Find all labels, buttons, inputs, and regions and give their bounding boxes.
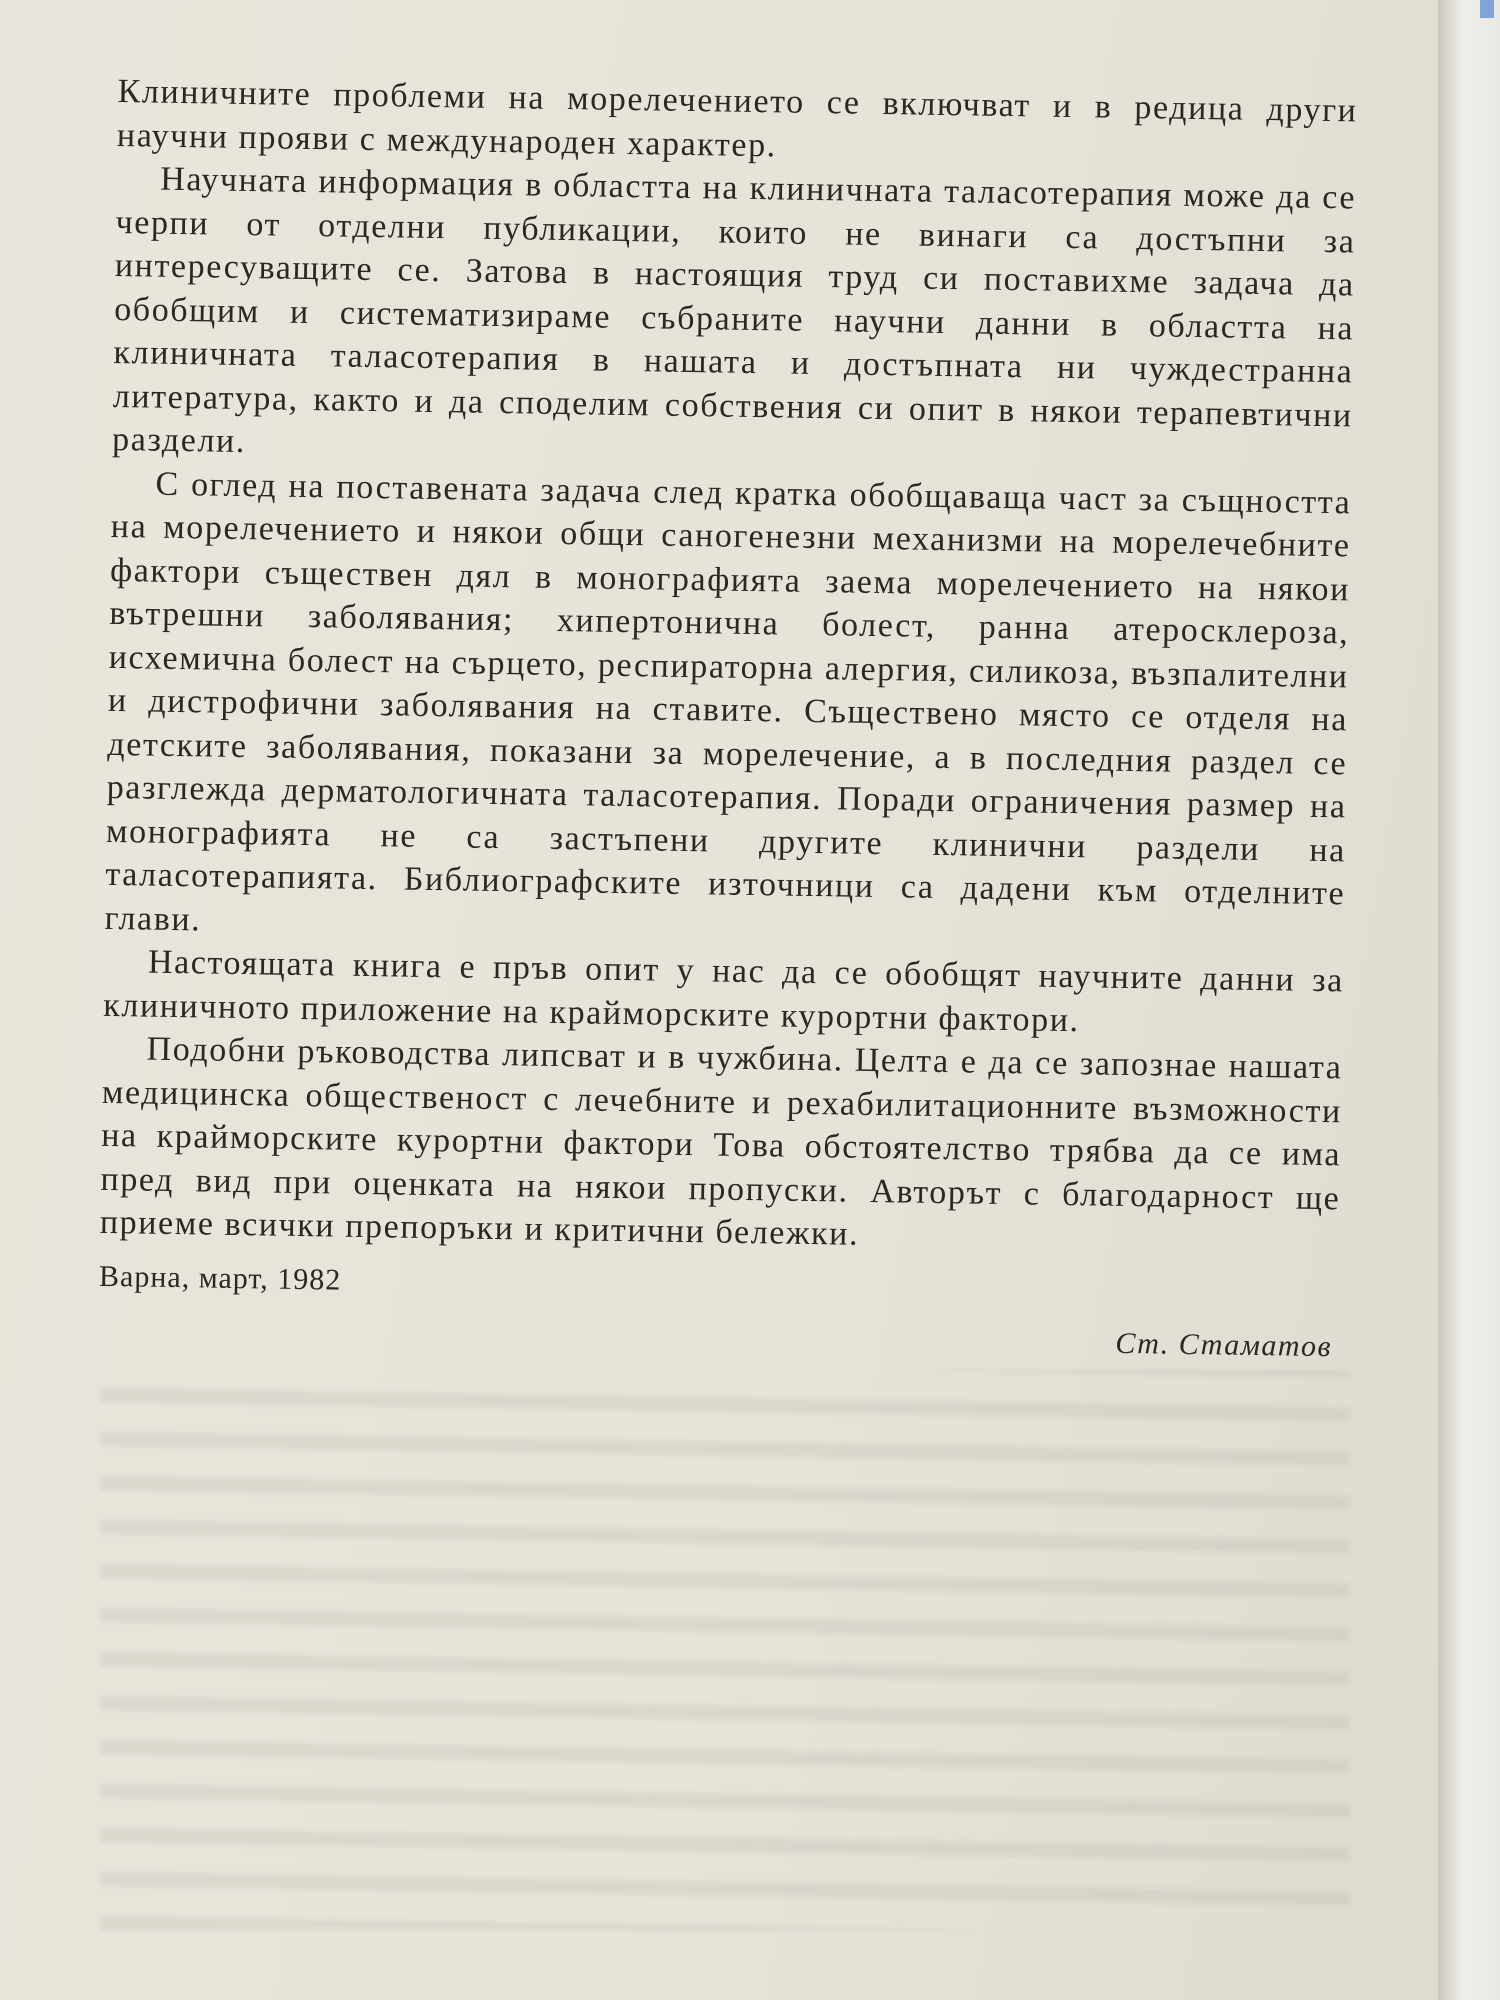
show-through-text xyxy=(100,1370,1350,1930)
paragraph-3: С оглед на поставената задача след кратка обобщаваща част за същността на морелечението и някои общи саногенезни механизми на морелечебните фактори съществен дял в монографията заема морелечението на някои вътрешни заболявания; хипертонична болест, ранна атеросклероза, исхемична болест на сърцето, респираторна алергия, силикоза, възпалителни и дистрофични заболявания на ставите. Съществено място се отделя на детските заболявания, показани за морелечение, а в последния раздел се разглежда дерматологичната таласотерапия. Поради ограничения размер на монографията не са застъпени другите клинични раздели на таласотерапията. Библиографските източници са дадени към отделните глави. xyxy=(104,465,1352,938)
preface-text xyxy=(98,70,1358,1369)
paragraph-4: Настоящата книга е пръв опит у нас да се обобщят научните данни за клиничното приложение на крайморските курортни фактори. xyxy=(103,943,1345,1039)
author-signature: Ст. Стаматов xyxy=(1115,1326,1333,1364)
bookmark-tab xyxy=(1480,0,1494,18)
paragraph-5: Подобни ръководства липсват и в чужбина. Целта е да се запознае нашата медицинска общественост с лечебните и рехабилитационните възможности на крайморските курортни фактори Това обстоятелство трябва да се има пред вид при оценката на някои пропуски. Авторът с благодарност ще приеме всички препоръки и критични бележки. xyxy=(99,1030,1343,1253)
page-edge xyxy=(1438,0,1500,2000)
paragraph-2: Научната информация в областта на клиничната таласотерапия може да се черпи от отделни публикации, които не винаги са достъпни за интересуващите се. Затова в настоящия труд си поставихме задача да обобщим и систематизираме събраните научни данни в областта на клиничната таласотерапия в нашата и достъпната ни чуждестранна литература, както и да споделим собствения си опит в някои терапевтични раздели. xyxy=(111,160,1357,461)
paragraph-1: Клиничните проблеми на морелечението се включват и в редица други научни прояви с международен характер. xyxy=(116,72,1358,164)
place-date: Варна, март, 1982 xyxy=(98,1259,342,1297)
